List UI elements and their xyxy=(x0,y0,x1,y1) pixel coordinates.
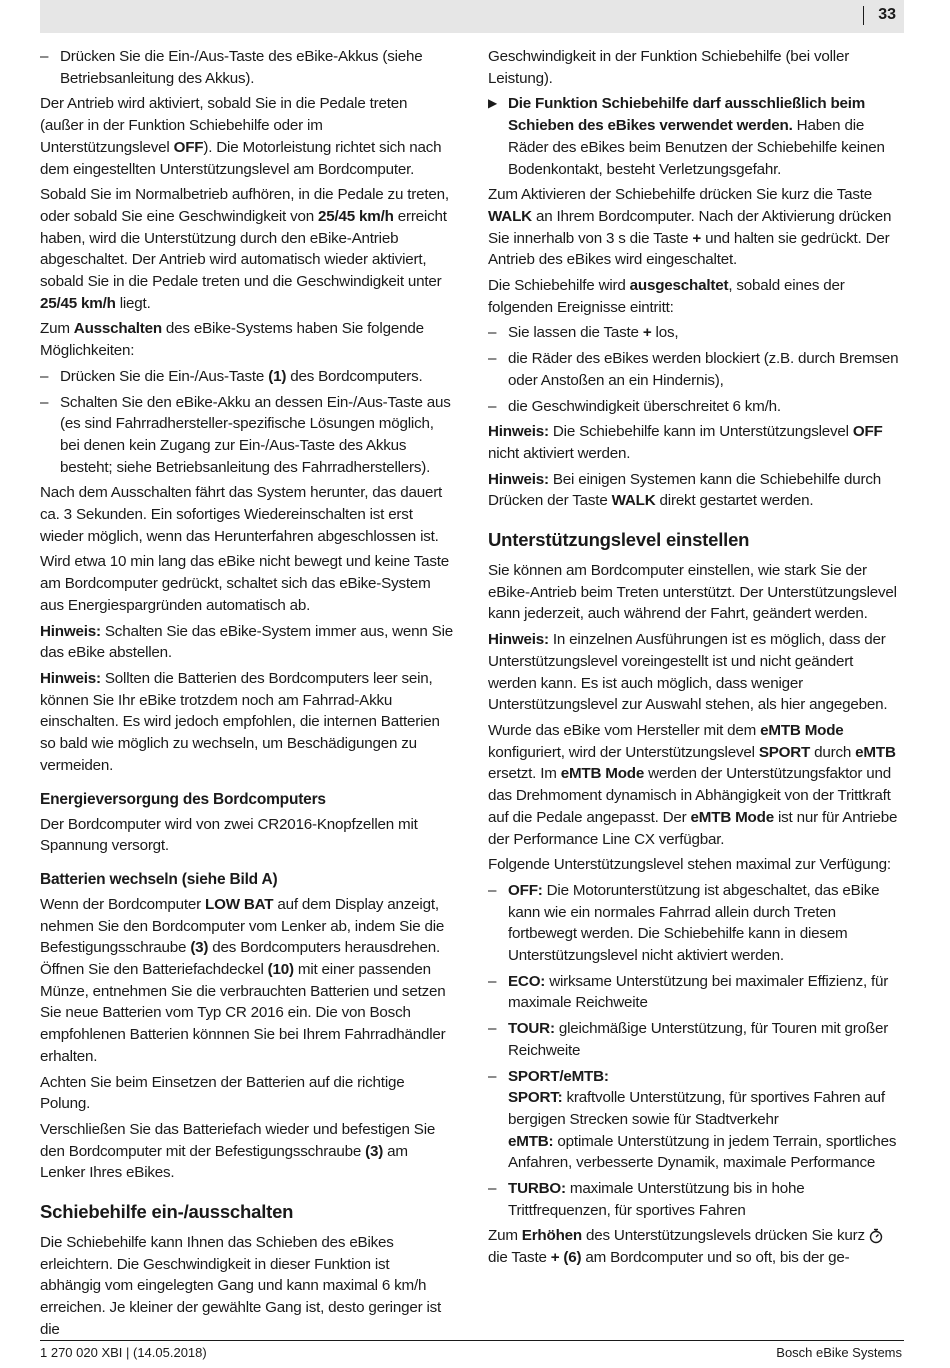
paragraph: Wird etwa 10 min lang das eBike nicht bewegt und keine Taste am Bordcomputer gedrückt, schaltet sich das eBike-System aus Energiespargründen automatisch ab. xyxy=(40,553,449,614)
subheading: Batterien wechseln (siehe Bild A) xyxy=(40,870,278,888)
paragraph: Zum Ausschalten des eBike-Systems haben Sie folgende Möglichkeiten: xyxy=(40,320,424,360)
arrow-icon: ▶ xyxy=(488,96,498,111)
note: Hinweis: Sollten die Batterien des Bordcomputers leer sein, können Sie Ihr eBike trotzdem noch am Fahrrad-Akku einschalten. Es wird jedoch empfohlen, die internen Batterien so bald wie möglich zu wechseln, um Beschädigungen zu vermeiden. xyxy=(40,669,440,774)
section-heading: Unterstützungslevel einstellen xyxy=(488,529,750,551)
dash-marker: – xyxy=(40,48,49,65)
paragraph: Zum Aktivieren der Schiebehilfe drücken Sie kurz die Taste WALK an Ihrem Bordcomputer. Nach der Aktivierung drücken Sie innerhalb von 3 s die Taste + und halten sie gedrückt. Der Antrieb des eBikes wird eingeschaltet. xyxy=(488,186,892,269)
header-bar xyxy=(40,0,904,33)
warning-item: ▶ Die Funktion Schiebehilfe darf ausschließlich beim Schieben des eBikes verwendet werden. Haben die Räder des eBikes beim Benutzen der Schiebehilfe keinen Bodenkontakt, besteht Verletzungsgefahr. xyxy=(488,95,885,178)
paragraph: Nach dem Ausschalten fährt das System herunter, das dauert ca. 3 Sekunden. Ein sofortiges Wiedereinschalten ist erst wieder möglich, wenn das Herunterfahren abgeschlossen ist. xyxy=(40,484,443,545)
note: Hinweis: In einzelnen Ausführungen ist es möglich, dass der Unterstützungslevel voreingestellt ist und nicht geändert werden kann. Es ist auch möglich, dass weniger Unterstützungslevel zur Auswahl stehen, als hier angegeben. xyxy=(488,631,888,714)
page-number: 33 xyxy=(878,6,896,23)
note: Hinweis: Schalten Sie das eBike-System immer aus, wenn Sie das eBike abstellen. xyxy=(40,622,453,662)
section-heading: Schiebehilfe ein-/ausschalten xyxy=(40,1201,294,1223)
right-column xyxy=(488,46,901,1273)
left-column xyxy=(40,46,453,1345)
paragraph: Die Schiebehilfe kann Ihnen das Schieben des eBikes erleichtern. Die Geschwindigkeit in dieser Funktion ist abhängig vom eingelegten Gang und kann maximal 6 km/h erreichen. Je kleiner der gewählte Gang ist, desto geringer ist die xyxy=(40,1234,442,1338)
footer-doc-id: 1 270 020 XBI | (14.05.2018) xyxy=(40,1345,207,1360)
list-item: – Sie lassen die Taste + los, xyxy=(488,324,679,342)
list-item: – Schalten Sie den eBike-Akku an dessen Ein-/Aus-Taste aus (es sind Fahrradhersteller-spezifische Lösungen möglich, bei denen kein Zugang zur Ein-/Aus-Taste des Akkus besteht; siehe Betriebsanleitung des Fahrradherstellers). xyxy=(40,393,451,476)
list-item: – ECO: wirksame Unterstützung bei maximaler Effizienz, für maximale Reichweite xyxy=(488,972,889,1012)
paragraph: Die Schiebehilfe wird ausgeschaltet, sobald eines der folgenden Ereignisse eintritt: xyxy=(488,277,845,316)
list-item: – die Geschwindigkeit überschreitet 6 km/h. xyxy=(488,397,781,415)
list-item: – OFF: Die Motorunterstützung ist abgeschaltet, das eBike kann wie ein normales Fahrrad allein durch Treten fortbewegt werden. Die Schiebehilfe kann in diesem Unterstützungslevel nicht aktiviert werden. xyxy=(488,881,880,965)
list-item: – Drücken Sie die Ein-/Aus-Taste (1) des Bordcomputers. xyxy=(40,367,423,385)
list-item: – TURBO: maximale Unterstützung bis in hohe Trittfrequenzen, für sportives Fahren xyxy=(488,1180,805,1219)
list-item: – SPORT/eMTB: SPORT: kraftvolle Unterstützung, für sportives Fahren auf bergigen Strecken sowie für Stadtverkehr eMTB: optimale Unterstützung in jedem Terrain, sportliches Anfahren, verbesserte Dynamik, maximale Performance xyxy=(488,1067,897,1172)
paragraph: Achten Sie beim Einsetzen der Batterien auf die richtige Polung. xyxy=(40,1073,405,1113)
list-item: – TOUR: gleichmäßige Unterstützung, für Touren mit großer Reichweite xyxy=(488,1020,889,1059)
paragraph: Zum Erhöhen des Unterstützungslevels drücken Sie kurz die Taste + (6) am Bordcomputer und so oft, bis der ge- xyxy=(488,1225,901,1268)
paragraph: Wurde das eBike vom Hersteller mit dem eMTB Mode konfiguriert, wird der Unterstützungslevel SPORT durch eMTB ersetzt. Im eMTB Mode werden der Unterstützungsfaktor und das Drehmoment dynamisch in Abhängigkeit von der Trittkraft auf die Pedale angepasst. Der eMTB Mode ist nur für Antriebe der Performance Line CX verfügbar. xyxy=(488,721,898,848)
footer-brand: Bosch eBike Systems xyxy=(776,1345,902,1360)
stopwatch-icon xyxy=(869,1228,883,1244)
paragraph: Sie können am Bordcomputer einstellen, wie stark Sie der eBike-Antrieb beim Treten unterstützt. Der Unterstützungslevel kann jederzeit, auch während der Fahrt, geändert werden. xyxy=(488,562,897,623)
paragraph: Der Bordcomputer wird von zwei CR2016-Knopfzellen mit Spannung versorgt. xyxy=(40,815,418,855)
paragraph: Der Antrieb wird aktiviert, sobald Sie in die Pedale treten (außer in der Funktion Schiebehilfe oder im Unterstützungslevel OFF). Die Motorleistung richtet sich nach dem eingestellten Unterstützungslevel am Bordcomputer. xyxy=(40,95,442,178)
note: Hinweis: Die Schiebehilfe kann im Unterstützungslevel OFF nicht aktiviert werden. xyxy=(488,423,883,462)
paragraph: Sobald Sie im Normalbetrieb aufhören, in die Pedale zu treten, oder sobald Sie eine Geschwindigkeit von 25/45 km/h erreicht haben, wird die Unterstützung durch den eBike-Antrieb abgeschaltet. Der Antrieb wird automatisch wieder aktiviert, sobald Sie in die Pedale treten und die Geschwindigkeit unter 25/45 km/h liegt. xyxy=(40,186,449,312)
paragraph: Wenn der Bordcomputer LOW BAT auf dem Display anzeigt, nehmen Sie den Bordcomputer vom Lenker ab, indem Sie die Befestigungsschraube (3) des Bordcomputers herausdrehen. Öffnen Sie den Batteriefachdeckel (10) mit einer passenden Münze, entnehmen Sie die verbrauchten Batterien und setzen Sie neue Batterien vom Typ CR 2016 ein. Die von Bosch empfohlenen Batterien könnnen Sie bei Ihrem Fahrradhändler erhalten. xyxy=(40,895,446,1065)
page-number-separator xyxy=(863,6,864,25)
note: Hinweis: Bei einigen Systemen kann die Schiebehilfe durch Drücken der Taste WALK direkt gestartet werden. xyxy=(488,470,881,510)
list-item: – Drücken Sie die Ein-/Aus-Taste des eBike-Akkus (siehe Betriebsanleitung des Akkus). xyxy=(40,48,423,87)
paragraph: Geschwindigkeit in der Funktion Schiebehilfe (bei voller Leistung). xyxy=(488,48,850,87)
footer-divider xyxy=(40,1340,904,1341)
paragraph: Verschließen Sie das Batteriefach wieder und befestigen Sie den Bordcomputer mit der Befestigungsschraube (3) am Lenker Ihres eBikes. xyxy=(40,1120,436,1182)
paragraph: Folgende Unterstützungslevel stehen maximal zur Verfügung: xyxy=(488,856,891,874)
list-item: – die Räder des eBikes werden blockiert (z.B. durch Bremsen oder Anstoßen an ein Hindernis), xyxy=(488,350,899,389)
subheading: Energieversorgung des Bordcomputers xyxy=(40,790,326,808)
